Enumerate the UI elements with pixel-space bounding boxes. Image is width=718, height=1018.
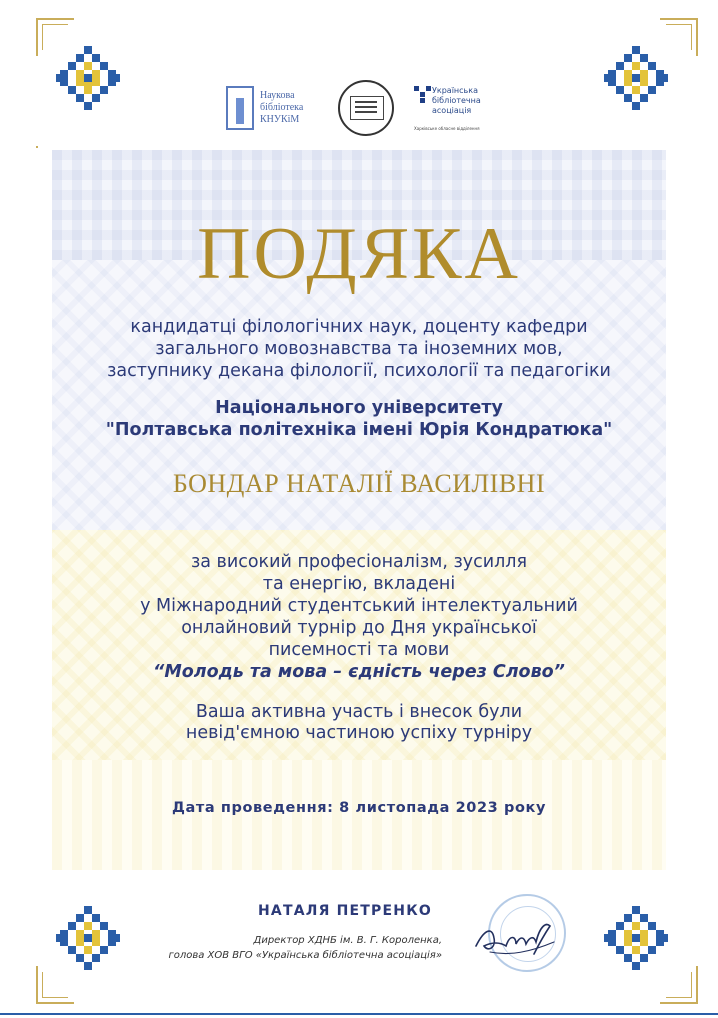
signer-role-line: голова ХОВ ВГО «Українська бібліотечна асоціація» — [168, 950, 442, 961]
recipient-description-line: заступнику декана філології, психології та педагогіки — [107, 361, 611, 381]
handwritten-signature — [470, 912, 560, 962]
library-logo-line3: КНУКіМ — [260, 114, 300, 125]
association-logo-line2: бібліотечна — [432, 96, 481, 105]
signer-role-line: Директор ХДНБ ім. В. Г. Короленка, — [253, 935, 442, 946]
reason-text — [0, 551, 718, 683]
university-name — [0, 397, 718, 441]
association-logo-line3: асоціація — [432, 106, 472, 115]
signer-name: НАТАЛЯ ПЕТРЕНКО — [258, 903, 432, 919]
bottom-border-line — [0, 1013, 718, 1015]
reason-line: за високий професіоналізм, зусилля — [190, 552, 528, 572]
tournament-name: “Молодь та мова – єдність через Слово” — [153, 662, 565, 682]
recipient-description — [0, 316, 718, 382]
university-line: Національного університету — [215, 398, 503, 418]
reason-line: та енергію, вкладені — [262, 574, 456, 594]
library-building-icon — [350, 96, 384, 120]
recipient-name: БОНДАР НАТАЛІЇ ВАСИЛІВНІ — [172, 469, 546, 498]
signer-role — [168, 933, 442, 963]
thanks-line: невід'ємною частиною успіху турніру — [185, 723, 533, 743]
event-date: Дата проведення: 8 листопада 2023 року — [171, 800, 547, 816]
reason-line: у Міжнародний студентський інтелектуальний — [140, 596, 578, 616]
library-knukim-logo — [226, 84, 336, 134]
library-logo-line1: Наукова — [260, 90, 295, 101]
thanks-text — [0, 702, 718, 744]
certificate-title: ПОДЯКА — [197, 213, 521, 295]
corner-frame-bottom-left — [36, 874, 166, 1004]
ukrainian-library-association-logo — [414, 86, 514, 136]
korolenko-library-seal-logo — [338, 80, 394, 136]
university-line: "Полтавська політехніка імені Юрія Кондратюка" — [105, 420, 613, 440]
library-building-icon — [226, 86, 254, 130]
reason-line: онлайновий турнір до Дня української — [181, 618, 537, 638]
reason-line: писемності та мови — [268, 640, 450, 660]
recipient-description-line: загального мовознавства та іноземних мов, — [155, 339, 563, 359]
embroidery-ornament-icon — [604, 906, 668, 970]
association-logo-subtitle: Харківське обласне відділення — [414, 126, 480, 131]
association-logo-line1: Українська — [432, 86, 478, 95]
embroidery-ornament-icon — [56, 906, 120, 970]
partner-logos — [0, 80, 718, 140]
corner-frame-bottom-right — [568, 874, 698, 1004]
library-logo-line2: бібліотека — [260, 102, 304, 113]
association-chevron-icon — [414, 86, 434, 106]
recipient-description-line: кандидатці філологічних наук, доценту кафедри — [130, 317, 588, 337]
thanks-line: Ваша активна участь і внесок були — [195, 702, 523, 722]
